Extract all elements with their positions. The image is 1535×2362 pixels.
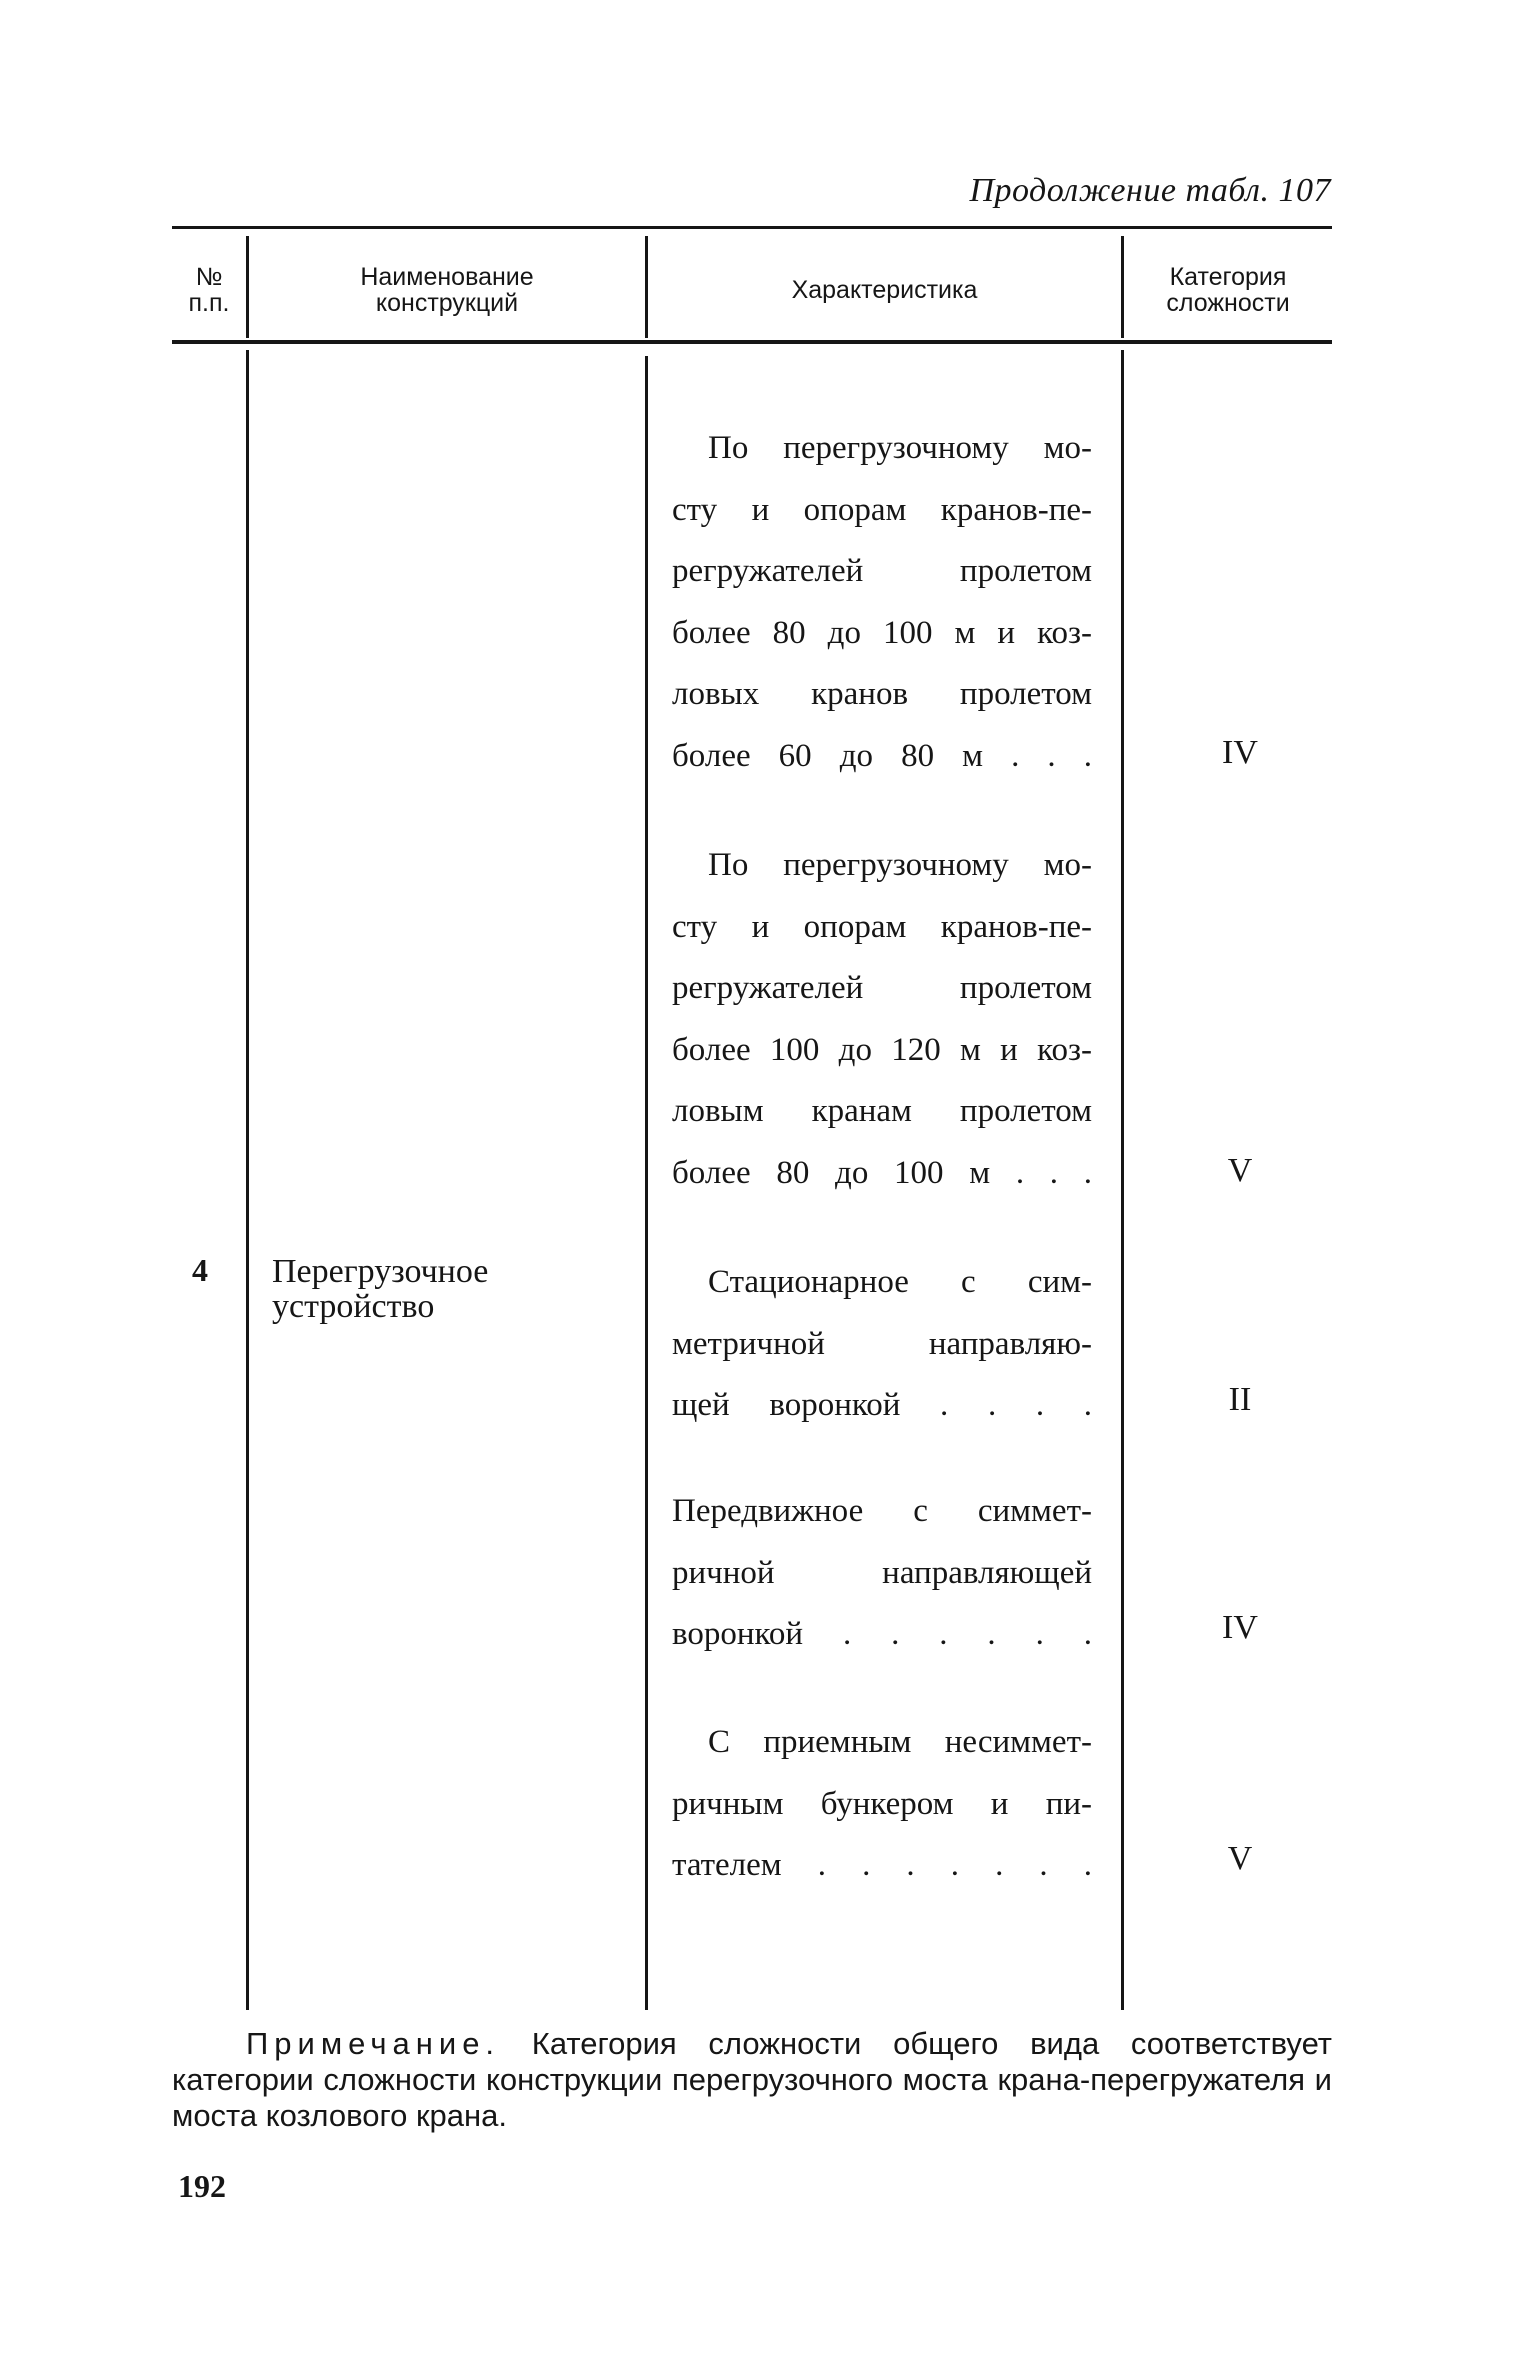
characteristic-line: ричным бункером и пи- (672, 1785, 1092, 1822)
category-value: II (1228, 1381, 1252, 1418)
characteristic-line: Стационарное с сим- (708, 1264, 1092, 1300)
characteristic-line: По перегрузочному мо- (708, 847, 1092, 883)
characteristic-line: воронкой . . . . . . (672, 1616, 1092, 1652)
body-divider-1 (246, 350, 249, 2010)
page-number: 192 (178, 2168, 226, 2204)
note-lead: Примечание. (246, 2026, 501, 2061)
characteristic-line: регружателей пролетом (672, 553, 1092, 589)
header-name-label: Наименование конструкций (360, 262, 534, 317)
characteristic-line: более 80 до 100 м и коз- (672, 614, 1092, 651)
construction-name: Перегрузочное устройство (272, 1253, 489, 1326)
characteristic-item-1 (672, 418, 1092, 787)
table-note (172, 2026, 1332, 2134)
header-category (1124, 240, 1332, 340)
characteristic-item-3 (672, 1252, 1092, 1437)
characteristic-line: Передвижное с симмет- (672, 1493, 1092, 1529)
characteristic-item-5 (672, 1712, 1092, 1897)
characteristic-line: ловым кранам пролетом (672, 1093, 1092, 1129)
body-divider-2 (645, 356, 648, 2010)
characteristic-line: сту и опорам кранов-пе- (672, 908, 1092, 945)
category-value: IV (1222, 734, 1258, 771)
category-value: V (1227, 1840, 1253, 1877)
table-caption: Продолжение табл. 107 (969, 172, 1331, 209)
characteristic-line: сту и опорам кранов-пе- (672, 491, 1092, 528)
header-bottom-rule (172, 340, 1332, 344)
category-value: V (1227, 1152, 1253, 1189)
header-characteristic-label: Характеристика (791, 275, 978, 304)
category-value: IV (1222, 1609, 1258, 1646)
characteristic-line: более 60 до 80 м . . . (672, 737, 1092, 774)
characteristic-line: регружателей пролетом (672, 970, 1092, 1006)
characteristic-line: По перегрузочному мо- (708, 430, 1092, 466)
characteristic-line: щей воронкой . . . . (672, 1387, 1092, 1423)
header-number (172, 240, 246, 340)
note-text: Категория сложности общего вида соответствует категории сложности конструкции перегрузочного моста крана-перегружателя и моста козлового крана. (172, 2026, 1332, 2133)
characteristic-line: ловых кранов пролетом (672, 676, 1092, 712)
characteristic-line: метричной направляю- (672, 1325, 1092, 1362)
header-characteristic (648, 240, 1121, 340)
characteristic-item-4 (672, 1481, 1092, 1666)
header-name (249, 240, 645, 340)
body-divider-3 (1121, 350, 1124, 2010)
row-number: 4 (192, 1252, 208, 1288)
characteristic-line: более 80 до 100 м . . . (672, 1154, 1092, 1191)
characteristic-line: более 100 до 120 м и коз- (672, 1031, 1092, 1068)
characteristic-line: С приемным несиммет- (708, 1724, 1092, 1760)
header-category-label: Категория сложности (1166, 262, 1290, 317)
characteristic-line: ричной направляющей (672, 1554, 1092, 1591)
header-number-label: № п.п. (188, 262, 230, 317)
header-top-rule (172, 226, 1332, 229)
characteristic-item-2 (672, 835, 1092, 1204)
characteristic-line: тателем . . . . . . . (672, 1847, 1092, 1883)
